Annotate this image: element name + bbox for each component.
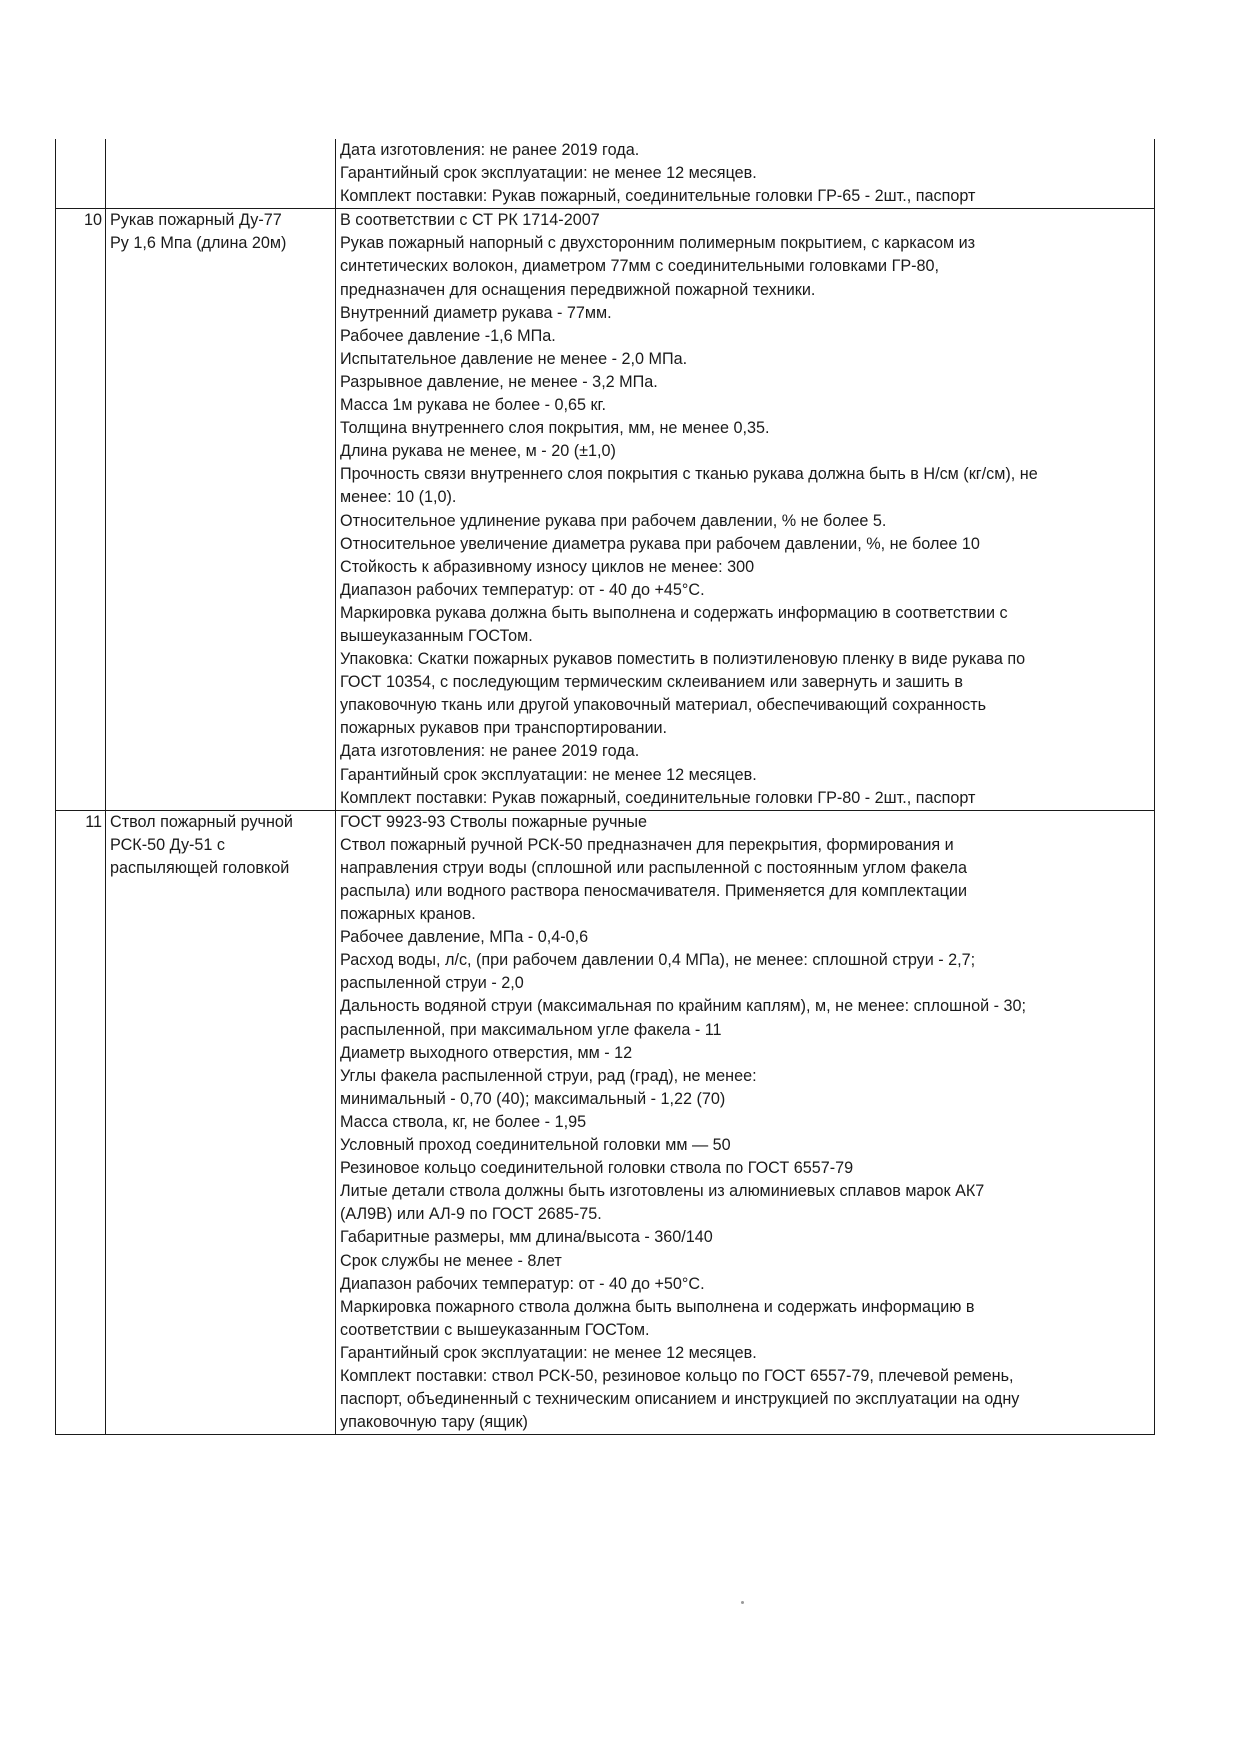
item-description-line: Внутренний диаметр рукава - 77мм.	[340, 303, 612, 322]
scan-speck	[741, 1601, 744, 1604]
item-name-line: Ствол пожарный ручной	[110, 812, 293, 831]
item-description-line: Гарантийный срок эксплуатации: не менее 12 месяцев.	[340, 765, 757, 784]
item-description-line: Диапазон рабочих температур: от - 40 до +45°С.	[340, 580, 705, 599]
item-description-line: Стойкость к абразивному износу циклов не менее: 300	[340, 557, 755, 576]
specification-table-body	[56, 139, 1155, 1435]
table-row	[56, 139, 1155, 209]
item-description-line: Диаметр выходного отверстия, мм - 12	[340, 1043, 633, 1062]
item-description-line: (АЛ9В) или АЛ-9 по ГОСТ 2685-75.	[340, 1205, 602, 1224]
row-number: 10	[83, 211, 102, 230]
item-description-line: Разрывное давление, не менее - 3,2 МПа.	[340, 372, 658, 391]
item-name-cell	[106, 139, 336, 209]
item-description-line: синтетических волокон, диаметром 77мм с соединительными головками ГР-80,	[340, 257, 940, 276]
item-description-line: менее: 10 (1,0).	[340, 488, 457, 507]
item-name-line: Рукав пожарный Ду-77	[110, 211, 282, 230]
item-name-line: РСК-50 Ду-51 с	[110, 835, 226, 854]
table-row	[56, 209, 1155, 810]
item-description-line: упаковочную ткань или другой упаковочный материал, обеспечивающий сохранность	[340, 696, 987, 715]
item-description-line: Ствол пожарный ручной РСК-50 предназначен для перекрытия, формирования и	[340, 835, 954, 854]
item-description-line: предназначен для оснащения передвижной пожарной техники.	[340, 280, 816, 299]
item-description-line: Диапазон рабочих температур: от - 40 до +50°С.	[340, 1274, 705, 1293]
item-description-line: Упаковка: Скатки пожарных рукавов поместить в полиэтиленовую пленку в виде рукава по	[340, 650, 1026, 669]
item-name-line: распыляющей головкой	[110, 858, 290, 877]
item-description-line: Расход воды, л/с, (при рабочем давлении 0,4 МПа), не менее: сплошной струи - 2,7;	[340, 951, 976, 970]
item-description-line: Литые детали ствола должны быть изготовлены из алюминиевых сплавов марок АК7	[340, 1182, 985, 1201]
item-description-cell	[336, 810, 1155, 1435]
item-description-line: ГОСТ 10354, с последующим термическим склеиванием или завернуть и зашить в	[340, 673, 963, 692]
item-description-line: вышеуказанным ГОСТом.	[340, 626, 533, 645]
item-description-line: Условный проход соединительной головки мм — 50	[340, 1136, 731, 1155]
item-name-cell	[106, 209, 336, 810]
item-description-line: минимальный - 0,70 (40); максимальный - 1,22 (70)	[340, 1089, 726, 1108]
item-description-line: Комплект поставки: Рукав пожарный, соединительные головки ГР-80 - 2шт., паспорт	[340, 788, 976, 807]
item-description-line: Комплект поставки: ствол РСК-50, резиновое кольцо по ГОСТ 6557-79, плечевой ремень,	[340, 1366, 1014, 1385]
item-description-line: распыленной, при максимальном угле факела - 11	[340, 1020, 722, 1039]
item-description-line: Относительное удлинение рукава при рабочем давлении, % не более 5.	[340, 511, 887, 530]
item-description-line: соответствии с вышеуказанным ГОСТом.	[340, 1320, 650, 1339]
item-description-line: распыла) или водного раствора пеносмачивателя. Применяется для комплектации	[340, 882, 968, 900]
item-description-line: направления струи воды (сплошной или распыленной с постоянным углом факела	[340, 858, 967, 877]
row-number-cell	[56, 209, 106, 810]
item-description-line: Масса ствола, кг, не более - 1,95	[340, 1112, 587, 1131]
item-description-line: Рабочее давление, МПа - 0,4-0,6	[340, 928, 589, 947]
item-description-line: упаковочную тару (ящик)	[340, 1413, 528, 1432]
item-description-cell	[336, 209, 1155, 810]
item-description-line: Маркировка пожарного ствола должна быть выполнена и содержать информацию в	[340, 1297, 975, 1316]
row-number: 11	[85, 812, 102, 831]
item-description-line: Срок службы не менее - 8лет	[340, 1251, 562, 1270]
item-description-line: Габаритные размеры, мм длина/высота - 360/140	[340, 1228, 713, 1247]
table-row	[56, 810, 1155, 1435]
item-description-line: распыленной струи - 2,0	[340, 974, 524, 993]
item-description-line: В соответствии с СТ РК 1714-2007	[340, 211, 600, 230]
item-description-line: Толщина внутреннего слоя покрытия, мм, не менее 0,35.	[340, 419, 770, 438]
specification-table	[55, 139, 1155, 1435]
item-description-line: Гарантийный срок эксплуатации: не менее 12 месяцев.	[340, 164, 757, 183]
item-description-line: Резиновое кольцо соединительной головки ствола по ГОСТ 6557-79	[340, 1159, 854, 1178]
item-description-line: пожарных рукавов при транспортировании.	[340, 719, 668, 738]
item-description-line: Относительное увеличение диаметра рукава при рабочем давлении, %, не более 10	[340, 534, 980, 553]
item-description-line: Углы факела распыленной струи, рад (град), не менее:	[340, 1066, 757, 1085]
item-description-line: пожарных кранов.	[340, 905, 476, 924]
item-description-line: ГОСТ 9923-93 Стволы пожарные ручные	[340, 812, 648, 831]
item-description-line: Прочность связи внутреннего слоя покрытия с тканью рукава должна быть в Н/см (кг/см), не	[340, 465, 1038, 484]
row-number-cell	[56, 139, 106, 209]
item-description-line: Длина рукава не менее, м - 20 (±1,0)	[340, 442, 616, 461]
item-description-line: Комплект поставки: Рукав пожарный, соединительные головки ГР-65 - 2шт., паспорт	[340, 187, 976, 206]
item-description-line: Масса 1м рукава не более - 0,65 кг.	[340, 396, 606, 415]
item-name-cell	[106, 810, 336, 1435]
item-description-line: Рабочее давление -1,6 МПа.	[340, 326, 556, 345]
item-description-line: Рукав пожарный напорный с двухсторонним полимерным покрытием, с каркасом из	[340, 234, 976, 253]
item-description-line: Дата изготовления: не ранее 2019 года.	[340, 742, 640, 761]
item-description-line: Гарантийный срок эксплуатации: не менее 12 месяцев.	[340, 1343, 757, 1362]
item-description-line: Дата изготовления: не ранее 2019 года.	[340, 141, 640, 159]
item-description-line: Маркировка рукава должна быть выполнена и содержать информацию в соответствии с	[340, 603, 1008, 622]
item-description-line: паспорт, объединенный с техническим описанием и инструкцией по эксплуатации на одну	[340, 1390, 1020, 1409]
item-description-cell	[336, 139, 1155, 209]
item-description-line: Дальность водяной струи (максимальная по крайним каплям), м, не менее: сплошной - 30;	[340, 997, 1027, 1016]
item-description-line: Испытательное давление не менее - 2,0 МПа.	[340, 349, 688, 368]
item-name-line: Ру 1,6 Мпа (длина 20м)	[110, 234, 287, 253]
row-number-cell	[56, 810, 106, 1435]
